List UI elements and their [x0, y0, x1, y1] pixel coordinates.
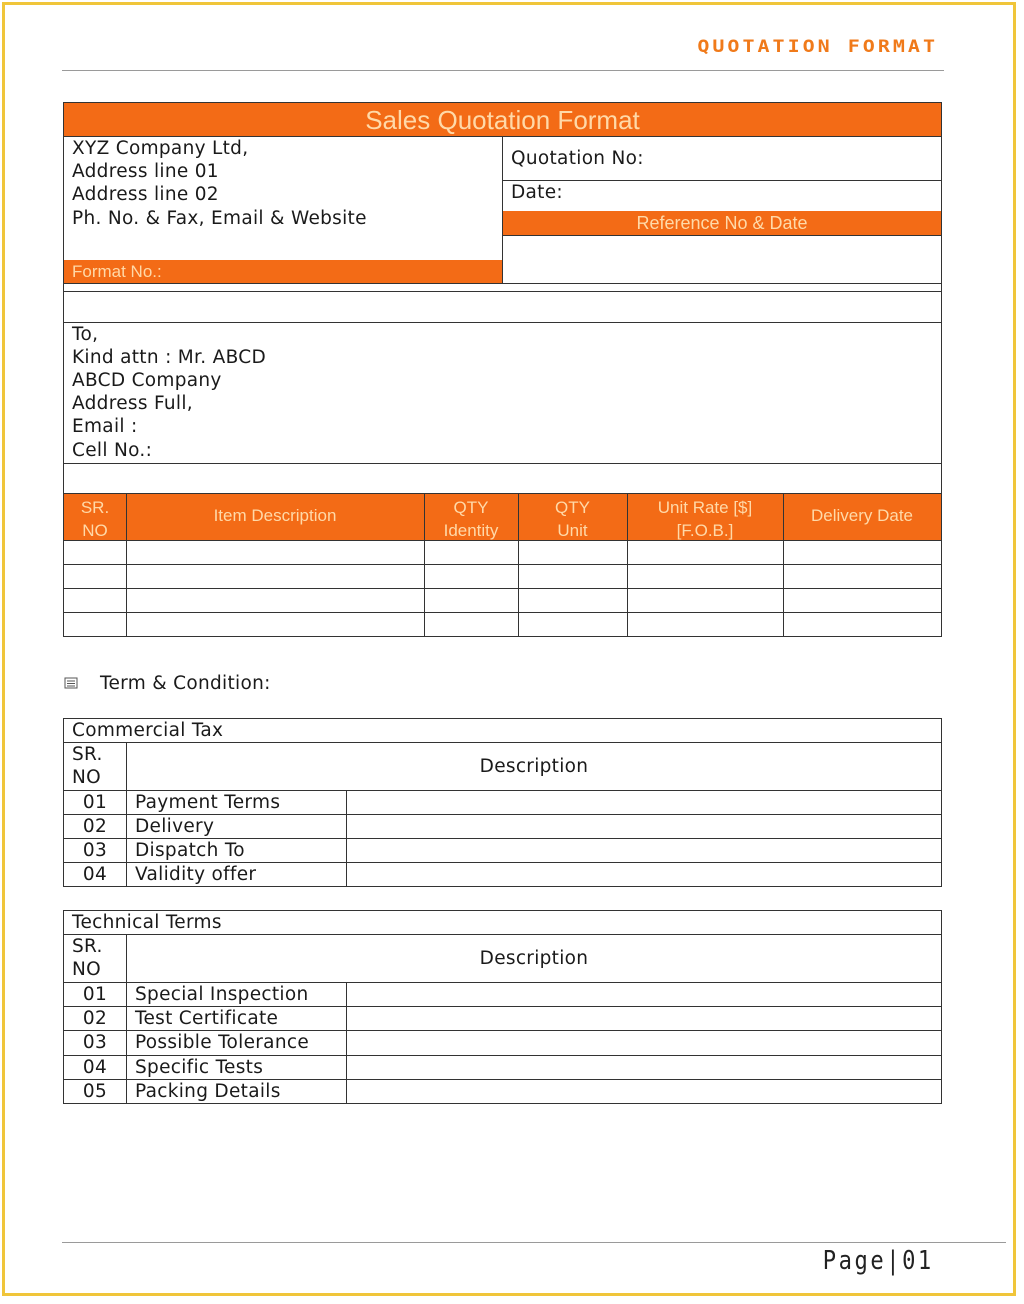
technical-row-item: Special Inspection — [135, 984, 309, 1005]
terms-heading: Term & Condition: — [100, 673, 271, 694]
recipient-company: ABCD Company — [72, 370, 222, 391]
commercial-row-no: 03 — [82, 840, 108, 861]
table-row-line — [63, 540, 942, 541]
commercial-tax-title: Commercial Tax — [72, 720, 224, 741]
format-no-label: Format No.: — [72, 262, 162, 281]
col-header-qty-identity-line2: Identity — [443, 521, 499, 540]
technical-sr-label-1: SR. — [72, 936, 103, 957]
header-rule — [62, 70, 944, 71]
recipient-cell: Cell No.: — [72, 440, 153, 461]
table-row-line — [63, 588, 942, 589]
col-header-qty-unit-line1: QTY — [555, 498, 590, 517]
col-header-unit-rate-line2: [F.O.B.] — [676, 521, 734, 540]
table-col-line — [627, 493, 628, 637]
technical-row-item: Specific Tests — [135, 1057, 264, 1078]
technical-row-item: Possible Tolerance — [135, 1032, 309, 1053]
col-header-sr-line1: SR. — [80, 498, 110, 517]
form-title: Sales Quotation Format — [365, 105, 640, 135]
commercial-row-item: Delivery — [135, 816, 215, 837]
recipient-address: Address Full, — [72, 393, 193, 414]
reference-label: Reference No & Date — [636, 213, 808, 233]
col-header-unit-rate-line1: Unit Rate [$] — [657, 498, 753, 517]
col-header-qty-unit-line2: Unit — [557, 521, 588, 540]
table-row-line — [63, 742, 942, 743]
footer-rule — [62, 1242, 1006, 1243]
commercial-row-no: 04 — [82, 864, 108, 885]
technical-terms-title: Technical Terms — [72, 912, 222, 933]
company-name: XYZ Company Ltd, — [72, 138, 249, 159]
technical-sr-label-2: NO — [72, 959, 102, 980]
company-contact: Ph. No. & Fax, Email & Website — [72, 208, 367, 229]
divider — [63, 291, 942, 292]
company-address-2: Address line 02 — [72, 184, 219, 205]
technical-description-label: Description — [479, 948, 589, 969]
col-header-sr-line2: NO — [82, 521, 108, 540]
table-col-line — [424, 493, 425, 637]
commercial-description-label: Description — [479, 756, 589, 777]
technical-row-item: Packing Details — [135, 1081, 281, 1102]
page-number: Page|01 — [823, 1246, 935, 1276]
commercial-row-no: 02 — [82, 816, 108, 837]
divider — [63, 463, 942, 464]
commercial-sr-label-1: SR. — [72, 744, 103, 765]
technical-row-item: Test Certificate — [135, 1008, 279, 1029]
commercial-row-item: Payment Terms — [135, 792, 281, 813]
table-col-line — [783, 493, 784, 637]
technical-row-no: 03 — [82, 1032, 108, 1053]
col-header-delivery-date: Delivery Date — [810, 506, 914, 525]
col-header-item-description: Item Description — [213, 506, 337, 525]
col-header-qty-identity-line1: QTY — [453, 498, 489, 517]
commercial-row-item: Dispatch To — [135, 840, 245, 861]
technical-row-no: 02 — [82, 1008, 108, 1029]
table-col-line — [126, 493, 127, 637]
quotation-no-label: Quotation No: — [511, 148, 644, 169]
commercial-row-item: Validity offer — [135, 864, 257, 885]
technical-row-no: 04 — [82, 1057, 108, 1078]
col-header-unit-rate — [627, 496, 783, 542]
recipient-email: Email : — [72, 416, 138, 437]
recipient-to: To, — [72, 324, 99, 345]
table-col-line — [518, 493, 519, 637]
divider — [502, 136, 503, 283]
company-address-1: Address line 01 — [72, 161, 219, 182]
col-header-qty-identity — [424, 496, 518, 542]
technical-row-no: 05 — [82, 1081, 108, 1102]
document-icon — [64, 676, 78, 690]
divider — [502, 235, 942, 236]
divider — [63, 283, 942, 284]
recipient-attn: Kind attn : Mr. ABCD — [72, 347, 266, 368]
table-row-line — [63, 934, 942, 935]
technical-row-no: 01 — [82, 984, 108, 1005]
divider — [502, 180, 942, 181]
col-header-sr — [64, 496, 126, 542]
table-col-line — [346, 982, 347, 1104]
table-row-line — [63, 564, 942, 565]
commercial-row-no: 01 — [82, 792, 108, 813]
document-header-title: QUOTATION FORMAT — [697, 35, 938, 57]
date-label: Date: — [511, 182, 563, 203]
commercial-sr-label-2: NO — [72, 767, 102, 788]
col-header-qty-unit — [518, 496, 627, 542]
table-row-line — [63, 612, 942, 613]
